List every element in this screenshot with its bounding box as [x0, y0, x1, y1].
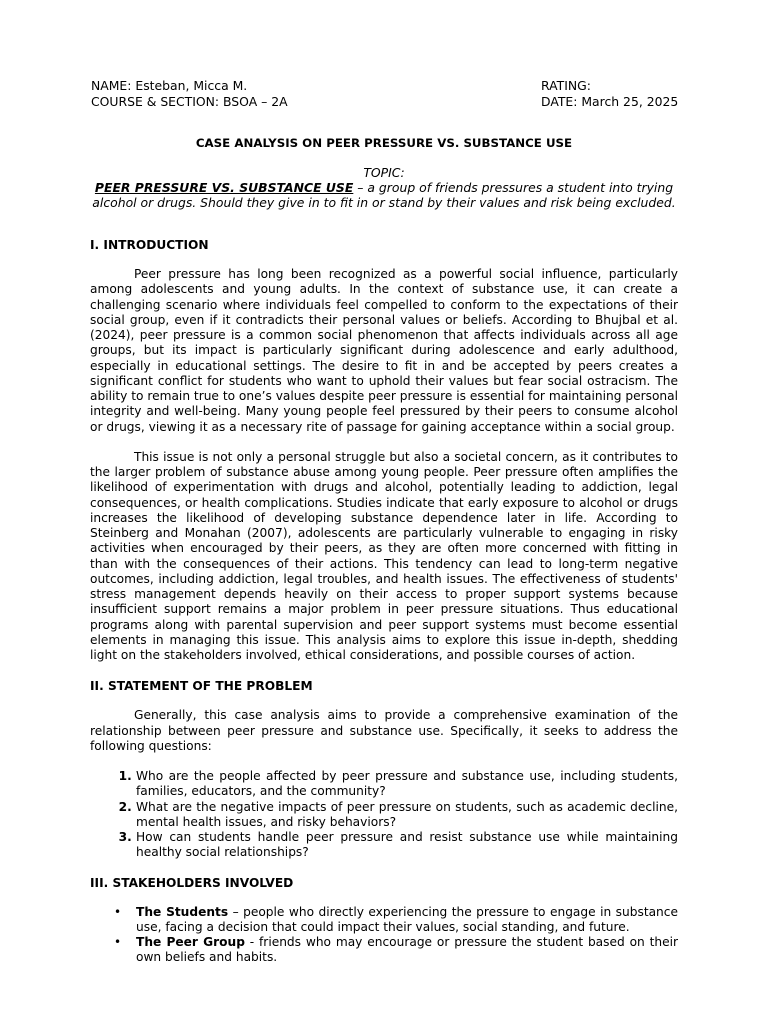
list-item — [114, 935, 678, 966]
introduction-paragraph-2: This issue is not only a personal struggle but also a societal concern, as it contributes to the larger problem of substance abuse among young people. Peer pressure often amplifies the likelihood of experimentation with drugs and alcohol, potentially leading to addiction, legal consequences, or health complications. Studies indicate that early exposure to alcohol or drugs increases the likelihood of developing substance dependence later in life. According to Steinberg and Monahan (2007), adolescents are particularly vulnerable to engaging in risky activities when encouraged by their peers, as they are often more concerned with fitting in than with the consequences of their actions. This tendency can lead to long-term negative outcomes, including addiction, legal troubles, and health issues. The effectiveness of students' stress management depends heavily on their access to proper support systems because insufficient support remains a major problem in peer pressure situations. Thus educational programs along with parental supervision and peer support systems must become essential elements in managing this issue. This analysis aims to explore this issue in-depth, shedding light on the stakeholders involved, ethical considerations, and possible courses of action. — [90, 449, 678, 662]
student-info — [91, 78, 288, 110]
topic-block — [90, 165, 678, 211]
introduction-paragraph-1: Peer pressure has long been recognized as a powerful social influence, particularly among adolescents and young adults. In the context of substance use, it can create a challenging scenario where individuals feel compelled to conform to the expectations of their social group, even if it contradicts their personal values or beliefs. According to Bhujbal et al. (2024), peer pressure is a common social phenomenon that affects individuals across all age groups, but its impact is particularly significant during adolescence and early adulthood, especially in educational settings. The desire to fit in and be accepted by peers creates a significant conflict for students who want to uphold their values but fear social ostracism. The ability to remain true to one’s values despite peer pressure is essential for maintaining personal integrity and well-being. Many young people feel pressured by their peers to consume alcohol or drugs, viewing it as a necessary rite of passage for gaining acceptance within a social group. — [90, 267, 678, 434]
grading-info — [541, 78, 678, 110]
list-item: 3. How can students handle peer pressure and resist substance use while maintaining healthy social relationships? — [136, 830, 678, 861]
problem-questions-list — [90, 769, 678, 861]
topic-label: TOPIC: — [363, 165, 405, 180]
bullet-icon: • — [114, 904, 122, 919]
problem-heading: II. STATEMENT OF THE PROBLEM — [90, 679, 313, 694]
topic-heading: PEER PRESSURE VS. SUBSTANCE USE — [94, 180, 354, 196]
course-line: COURSE & SECTION: BSOA – 2A — [91, 94, 288, 109]
document-body — [90, 237, 678, 966]
list-item: 1. Who are the people affected by peer pressure and substance use, including students, families, educators, and the community? — [136, 769, 678, 800]
problem-intro: Generally, this case analysis aims to provide a comprehensive examination of the relationship between peer pressure and substance use. Specifically, it seeks to address the following questions: — [90, 708, 678, 753]
stakeholder-text: – people who directly experiencing the pressure to engage in substance use, facing a decision that could impact their values, social standing, and future. — [136, 904, 678, 934]
topic-description: – a group of friends pressures a student into trying alcohol or drugs. Should they give in to fit in or stand by their values and risk being excluded. — [92, 180, 676, 211]
stakeholder-term: The Students — [136, 904, 229, 919]
bullet-icon: • — [114, 935, 122, 949]
name-line: NAME: Esteban, Micca M. — [91, 78, 248, 93]
stakeholder-text: - friends who may encourage or pressure the student based on their own beliefs and habits. — [136, 935, 678, 965]
list-item: 2. What are the negative impacts of peer pressure on students, such as academic decline, mental health issues, and risky behaviors? — [136, 800, 678, 831]
stakeholders-heading: III. STAKEHOLDERS INVOLVED — [90, 875, 294, 890]
rating-line: RATING: — [541, 78, 591, 93]
document-title: CASE ANALYSIS ON PEER PRESSURE VS. SUBSTANCE USE — [195, 136, 573, 150]
stakeholder-term: The Peer Group — [136, 935, 245, 949]
stakeholders-list — [90, 905, 678, 966]
date-line: DATE: March 25, 2025 — [541, 94, 679, 109]
list-item — [114, 904, 678, 936]
introduction-heading: I. INTRODUCTION — [90, 238, 209, 252]
